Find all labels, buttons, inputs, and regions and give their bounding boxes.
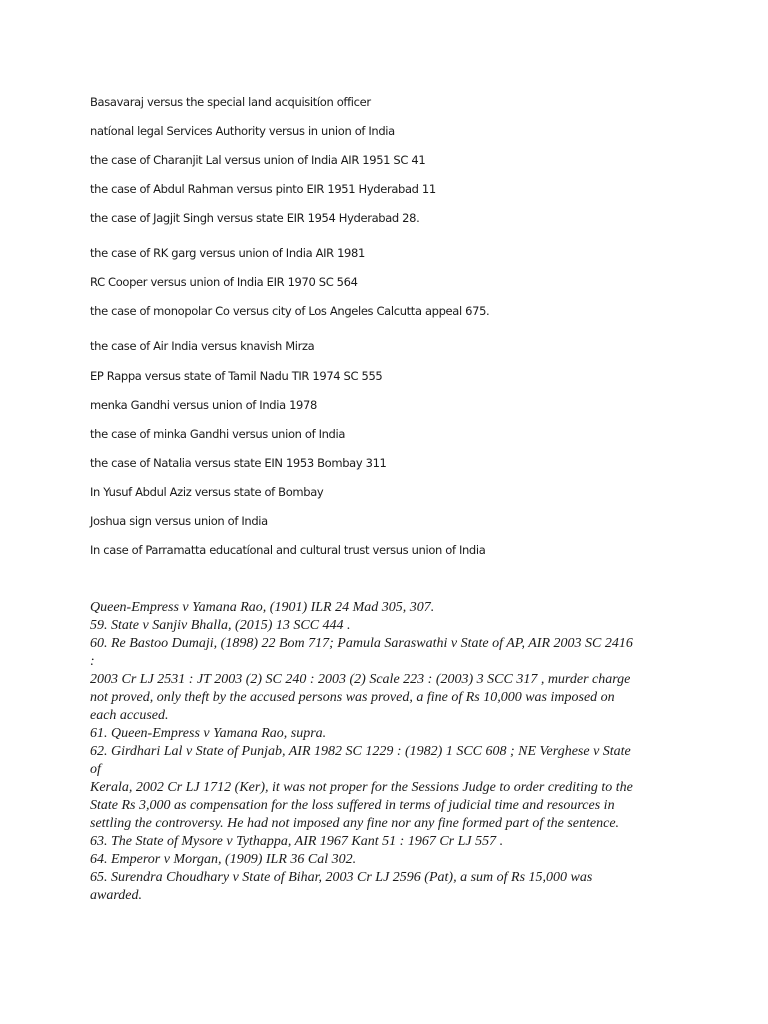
footnote-line: 64. Emperor v Morgan, (1909) ILR 36 Cal 302. xyxy=(90,852,357,867)
case-list-item: EP Rappa versus state of Tamil Nadu TIR 1974 SC 555 xyxy=(90,369,383,383)
case-list-item: RC Cooper versus union of India EIR 1970 SC 564 xyxy=(90,275,358,289)
footnote-line: Kerala, 2002 Cr LJ 1712 (Ker), it was not proper for the Sessions Judge to order crediting to the xyxy=(90,780,633,795)
case-list-item: In case of Parramatta educatíonal and cultural trust versus union of India xyxy=(90,543,486,557)
case-list-item: the case of RK garg versus union of India AIR 1981 xyxy=(90,246,365,260)
footnote-line: State Rs 3,000 as compensation for the loss suffered in terms of judicial time and resources in xyxy=(90,798,615,813)
footnote-line: 2003 Cr LJ 2531 : JT 2003 (2) SC 240 : 2003 (2) Scale 223 : (2003) 3 SCC 317 , murder charge xyxy=(90,672,631,687)
case-list-item: the case of monopolar Co versus city of Los Angeles Calcutta appeal 675. xyxy=(90,304,490,318)
case-list-item: the case of Air India versus knavish Mirza xyxy=(90,339,315,353)
case-list-item: the case of Natalia versus state EIN 1953 Bombay 311 xyxy=(90,456,387,470)
footnote-line: 62. Girdhari Lal v State of Punjab, AIR 1982 SC 1229 : (1982) 1 SCC 608 ; NE Verghese v State xyxy=(90,744,631,759)
case-list-item: the case of Abdul Rahman versus pinto EIR 1951 Hyderabad 11 xyxy=(90,182,436,196)
footnote-line: each accused. xyxy=(90,708,169,723)
case-list-item: the case of Charanjit Lal versus union of India AIR 1951 SC 41 xyxy=(90,153,426,167)
footnote-line: Queen-Empress v Yamana Rao, (1901) ILR 24 Mad 305, 307. xyxy=(90,600,435,615)
footnote-line: 59. State v Sanjiv Bhalla, (2015) 13 SCC 444 . xyxy=(90,618,351,633)
footnote-line: of xyxy=(90,762,101,777)
case-list-item: menka Gandhi versus union of India 1978 xyxy=(90,398,317,412)
footnote-line: settling the controversy. He had not imposed any fine nor any fine formed part of the sentence. xyxy=(90,816,620,831)
case-list-item: Joshua sign versus union of India xyxy=(90,514,268,528)
footnote-line: 63. The State of Mysore v Tythappa, AIR 1967 Kant 51 : 1967 Cr LJ 557 . xyxy=(90,834,504,849)
case-list-item: the case of minka Gandhi versus union of India xyxy=(90,427,346,441)
footnote-line: 65. Surendra Choudhary v State of Bihar, 2003 Cr LJ 2596 (Pat), a sum of Rs 15,000 was xyxy=(90,870,593,885)
footnote-line: 60. Re Bastoo Dumaji, (1898) 22 Bom 717; Pamula Saraswathi v State of AP, AIR 2003 SC 2416 xyxy=(90,636,633,651)
case-list-item: the case of Jagjit Singh versus state EIR 1954 Hyderabad 28. xyxy=(90,211,420,225)
case-list-item: Basavaraj versus the special land acquisitíon officer xyxy=(90,95,371,109)
case-list-item: In Yusuf Abdul Aziz versus state of Bombay xyxy=(90,485,324,499)
footnote-line: : xyxy=(90,654,95,669)
footnote-line: 61. Queen-Empress v Yamana Rao, supra. xyxy=(90,726,327,741)
case-list-item: natíonal legal Services Authority versus in union of India xyxy=(90,124,395,138)
footnote-line: not proved, only theft by the accused persons was proved, a fine of Rs 10,000 was imposed on xyxy=(90,690,615,705)
footnote-line: awarded. xyxy=(90,888,142,903)
footnotes-block xyxy=(90,599,690,905)
